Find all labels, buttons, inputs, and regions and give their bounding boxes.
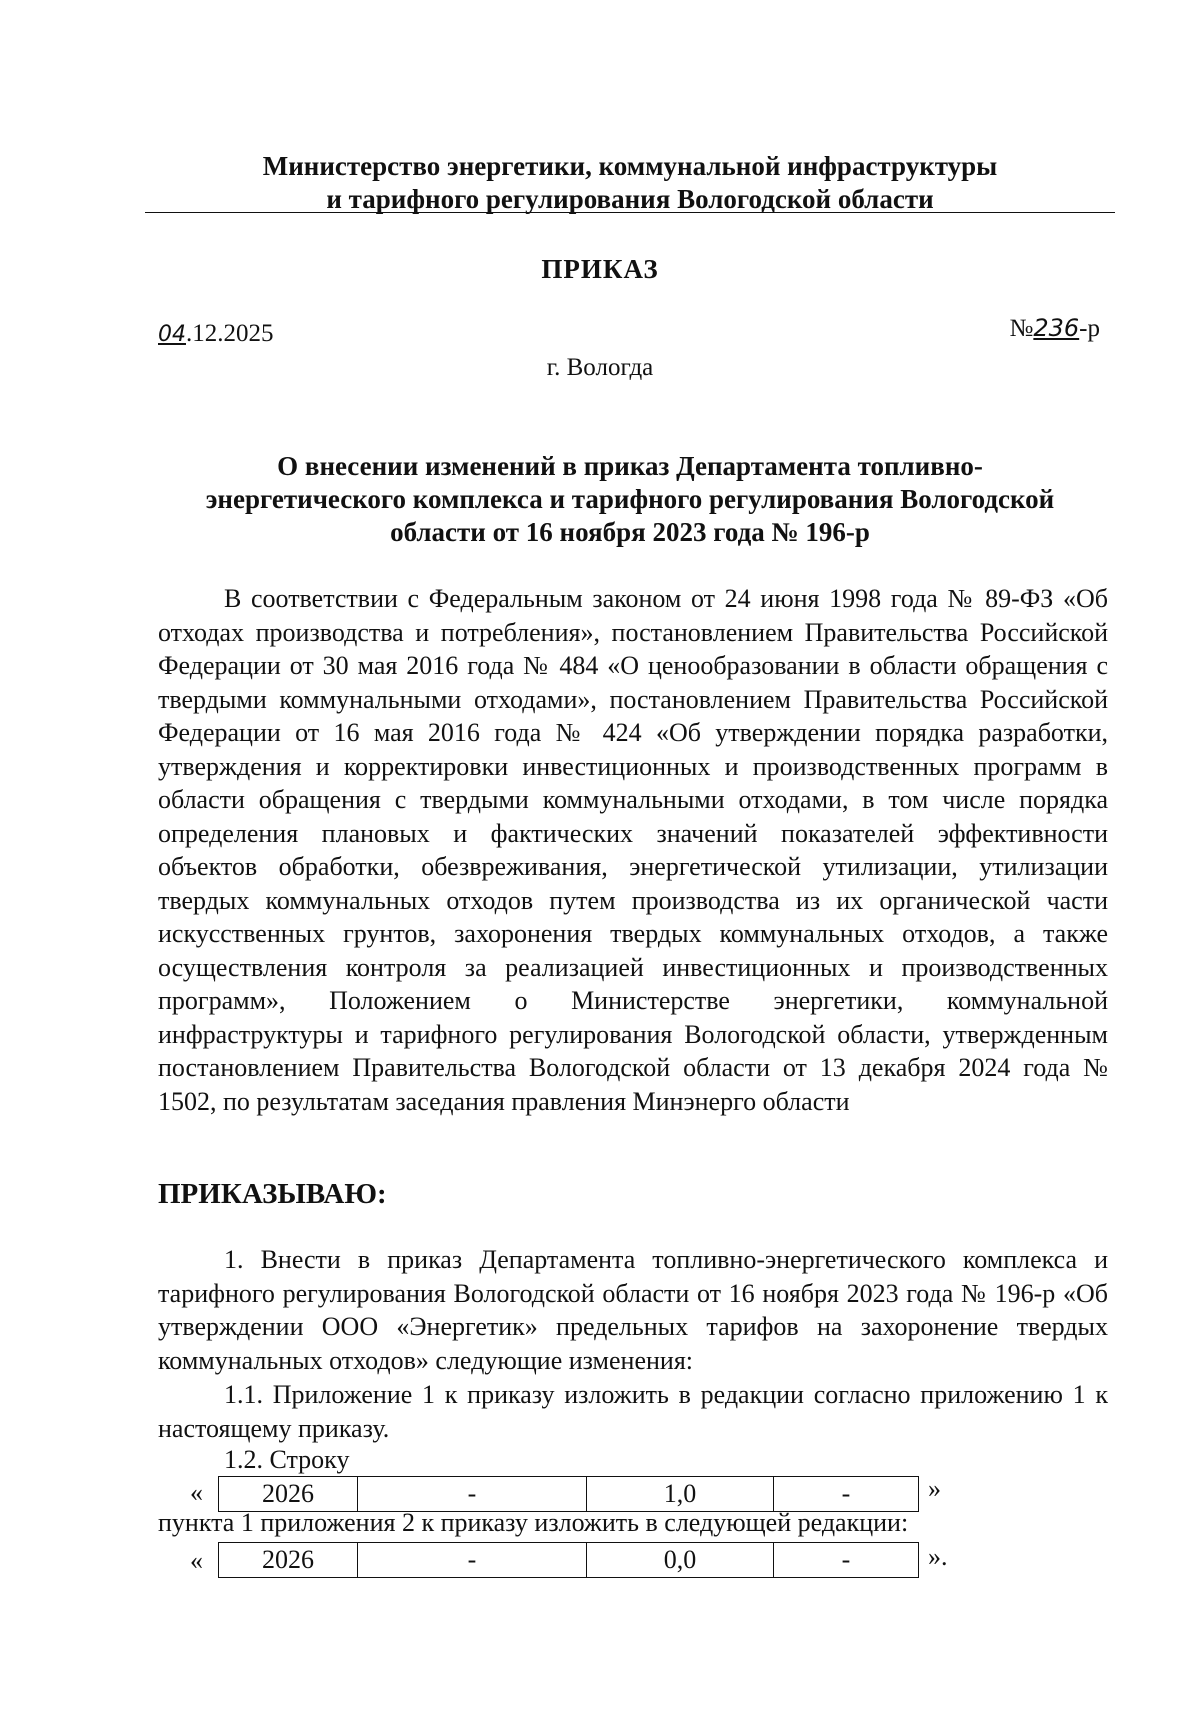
row-old-cell-year: 2026 <box>219 1477 358 1512</box>
table-row <box>219 1543 919 1578</box>
item-1-paragraph: 1. Внести в приказ Департамента топливно-энергетического комплекса и тарифного регулирования Вологодской области от 16 ноября 2023 года № 196-р «Об утверждении ООО «Энергетик» предельных тарифов на захоронение твердых коммунальных отходов» следующие изменения: <box>158 1245 1108 1375</box>
row-old-cell-2: - <box>358 1477 587 1512</box>
subject-line-2: энергетического комплекса и тарифного регулирования Вологодской <box>205 484 1055 514</box>
ministry-name <box>150 150 1110 216</box>
item-1-2-between-text: пункта 1 приложения 2 к приказу изложить в следующей редакции: <box>158 1508 909 1537</box>
row-new-close-quote: ». <box>928 1542 948 1571</box>
row-old-open-quote: « <box>190 1478 203 1507</box>
subject-line-1: О внесении изменений в приказ Департамента топливно- <box>277 451 983 481</box>
number-handwritten: 236 <box>1033 314 1080 342</box>
table-row <box>219 1477 919 1512</box>
preamble-paragraph: В соответствии с Федеральным законом от 24 июня 1998 года № 89-ФЗ «Об отходах производства и потребления», постановлением Правительства Российской Федерации от 30 мая 2016 года № 484 «О ценообразовании в области обращения с твердыми коммунальными отходами», постановлением Правительства Российской Федерации от 16 мая 2016 года № 424 «Об утверждении порядка разработки, утверждения и корректировки инвестиционных и производственных программ в области обращения с твердыми коммунальными отходами, в том числе порядка определения плановых и фактических значений показателей эффективности объектов обработки, обезвреживания, энергетической утилизации, утилизации твердых коммунальных отходов путем производства из их органической части искусственных грунтов, захоронения твердых коммунальных отходов, а также осуществления контроля за реализацией инвестиционных и производственных программ», Положением о Министерстве энергетики, коммунальной инфраструктуры и тарифного регулирования Вологодской области, утвержденным постановлением Правительства Вологодской области от 13 декабря 2024 года № 1502, по результатам заседания правления Минэнерго области <box>158 584 1108 1116</box>
order-date <box>158 320 274 348</box>
row-old-cell-4: - <box>774 1477 919 1512</box>
ministry-line-2: и тарифного регулирования Вологодской области <box>326 184 934 214</box>
order-subject <box>160 450 1100 549</box>
row-new-cell-2: - <box>358 1543 587 1578</box>
number-suffix: -р <box>1079 315 1100 342</box>
date-handwritten: 04 <box>158 322 186 347</box>
number-prefix: № <box>1009 315 1034 342</box>
order-title: ПРИКАЗ <box>541 254 659 284</box>
header-rule <box>145 212 1115 213</box>
row-new-table <box>218 1542 919 1578</box>
subject-line-3: области от 16 ноября 2023 года № 196-р <box>390 517 870 547</box>
date-printed: .12.2025 <box>186 320 274 347</box>
ministry-line-1: Министерство энергетики, коммунальной инфраструктуры <box>262 151 998 181</box>
row-old-table <box>218 1476 919 1512</box>
row-new-cell-year: 2026 <box>219 1543 358 1578</box>
row-new-cell-3: 0,0 <box>587 1543 774 1578</box>
order-number <box>1010 314 1101 343</box>
item-1-1-paragraph: 1.1. Приложение 1 к приказу изложить в редакции согласно приложению 1 к настоящему приказу. <box>158 1380 1108 1443</box>
order-city: г. Вологда <box>546 354 654 381</box>
row-old-close-quote: » <box>928 1474 941 1503</box>
row-old-cell-3: 1,0 <box>587 1477 774 1512</box>
row-new-open-quote: « <box>190 1546 203 1575</box>
row-new-cell-4: - <box>774 1543 919 1578</box>
item-1-2-label: 1.2. Строку <box>224 1445 350 1474</box>
decree-word: ПРИКАЗЫВАЮ: <box>158 1178 387 1210</box>
